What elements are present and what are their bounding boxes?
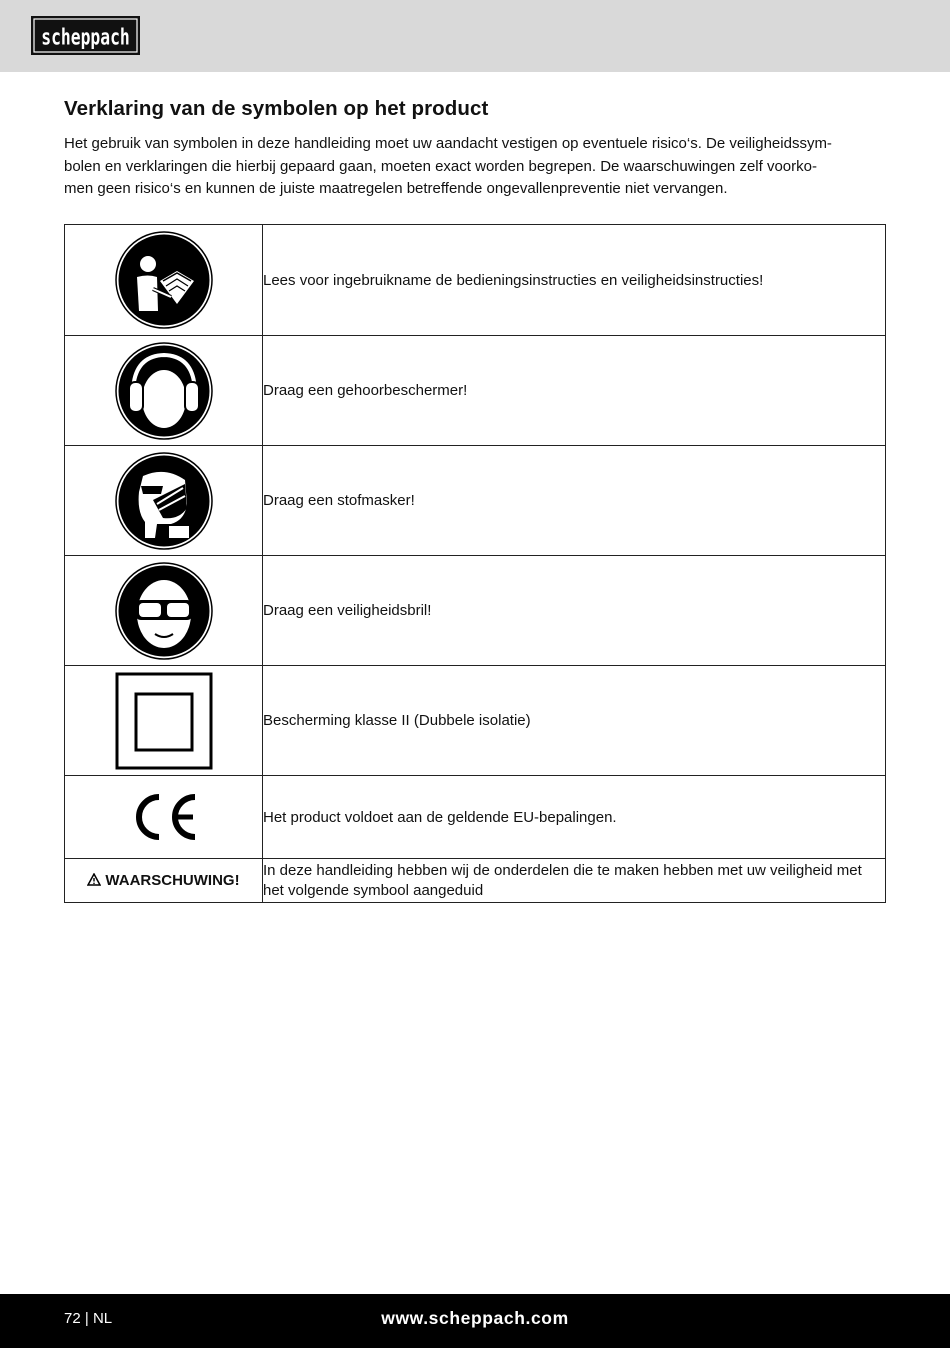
warning-label-text: WAARSCHUWING! — [105, 871, 240, 889]
table-row — [65, 776, 886, 859]
page-header — [0, 0, 950, 72]
warning-triangle-icon — [87, 873, 101, 886]
symbol-description: Bescherming klasse II (Dubbele isolatie) — [263, 666, 886, 776]
double-insulation-icon — [115, 672, 213, 770]
logo-text: scheppach — [41, 24, 130, 51]
table-row — [65, 336, 886, 446]
ear-protection-icon — [115, 342, 213, 440]
symbol-description: Het product voldoet aan de geldende EU-bepalingen. — [263, 776, 886, 859]
page-title: Verklaring van de symbolen op het product — [64, 97, 489, 120]
symbol-cell — [65, 776, 263, 859]
table-row — [65, 859, 886, 903]
warning-label — [87, 872, 239, 889]
symbol-cell — [65, 336, 263, 446]
table-row — [65, 666, 886, 776]
scheppach-logo — [31, 16, 140, 55]
page-number: 72 — [64, 1310, 81, 1327]
ce-mark-icon — [129, 792, 199, 842]
safety-goggles-icon — [115, 562, 213, 660]
intro-line: men geen risico‘s en kunnen de juiste maatregelen betreffende ongevallenpreventie niet vervangen. — [64, 180, 728, 197]
dust-mask-icon — [115, 452, 213, 550]
manual-read-icon — [115, 231, 213, 329]
symbol-description: Draag een gehoorbeschermer! — [263, 336, 886, 446]
symbol-cell — [65, 225, 263, 336]
intro-line: Het gebruik van symbolen in deze handleiding moet uw aandacht vestigen op eventuele risico‘s. De veiligheidssym- — [64, 135, 832, 152]
symbol-description: Draag een veiligheidsbril! — [263, 556, 886, 666]
intro-line: bolen en verklaringen die hierbij gepaard gaan, moeten exact worden begrepen. De waarschuwingen zelf voorko- — [64, 157, 817, 175]
page-separator: | — [84, 1310, 89, 1327]
language-code: NL — [92, 1310, 113, 1327]
symbols-table — [64, 224, 886, 903]
symbol-cell — [65, 556, 263, 666]
symbol-cell — [65, 666, 263, 776]
symbol-description: Draag een stofmasker! — [263, 446, 886, 556]
page-footer — [0, 1294, 950, 1348]
symbol-description: Lees voor ingebruikname de bedieningsinstructies en veiligheidsinstructies! — [263, 225, 886, 336]
table-row — [65, 556, 886, 666]
intro-paragraph — [64, 133, 886, 201]
warning-label-cell — [65, 859, 263, 903]
table-row — [65, 446, 886, 556]
table-row — [65, 225, 886, 336]
website-url[interactable]: www.scheppach.com — [381, 1308, 569, 1328]
warning-description: In deze handleiding hebben wij de onderdelen die te maken hebben met uw veiligheid met het volgende symbool aangeduid — [263, 859, 886, 903]
symbol-cell — [65, 446, 263, 556]
